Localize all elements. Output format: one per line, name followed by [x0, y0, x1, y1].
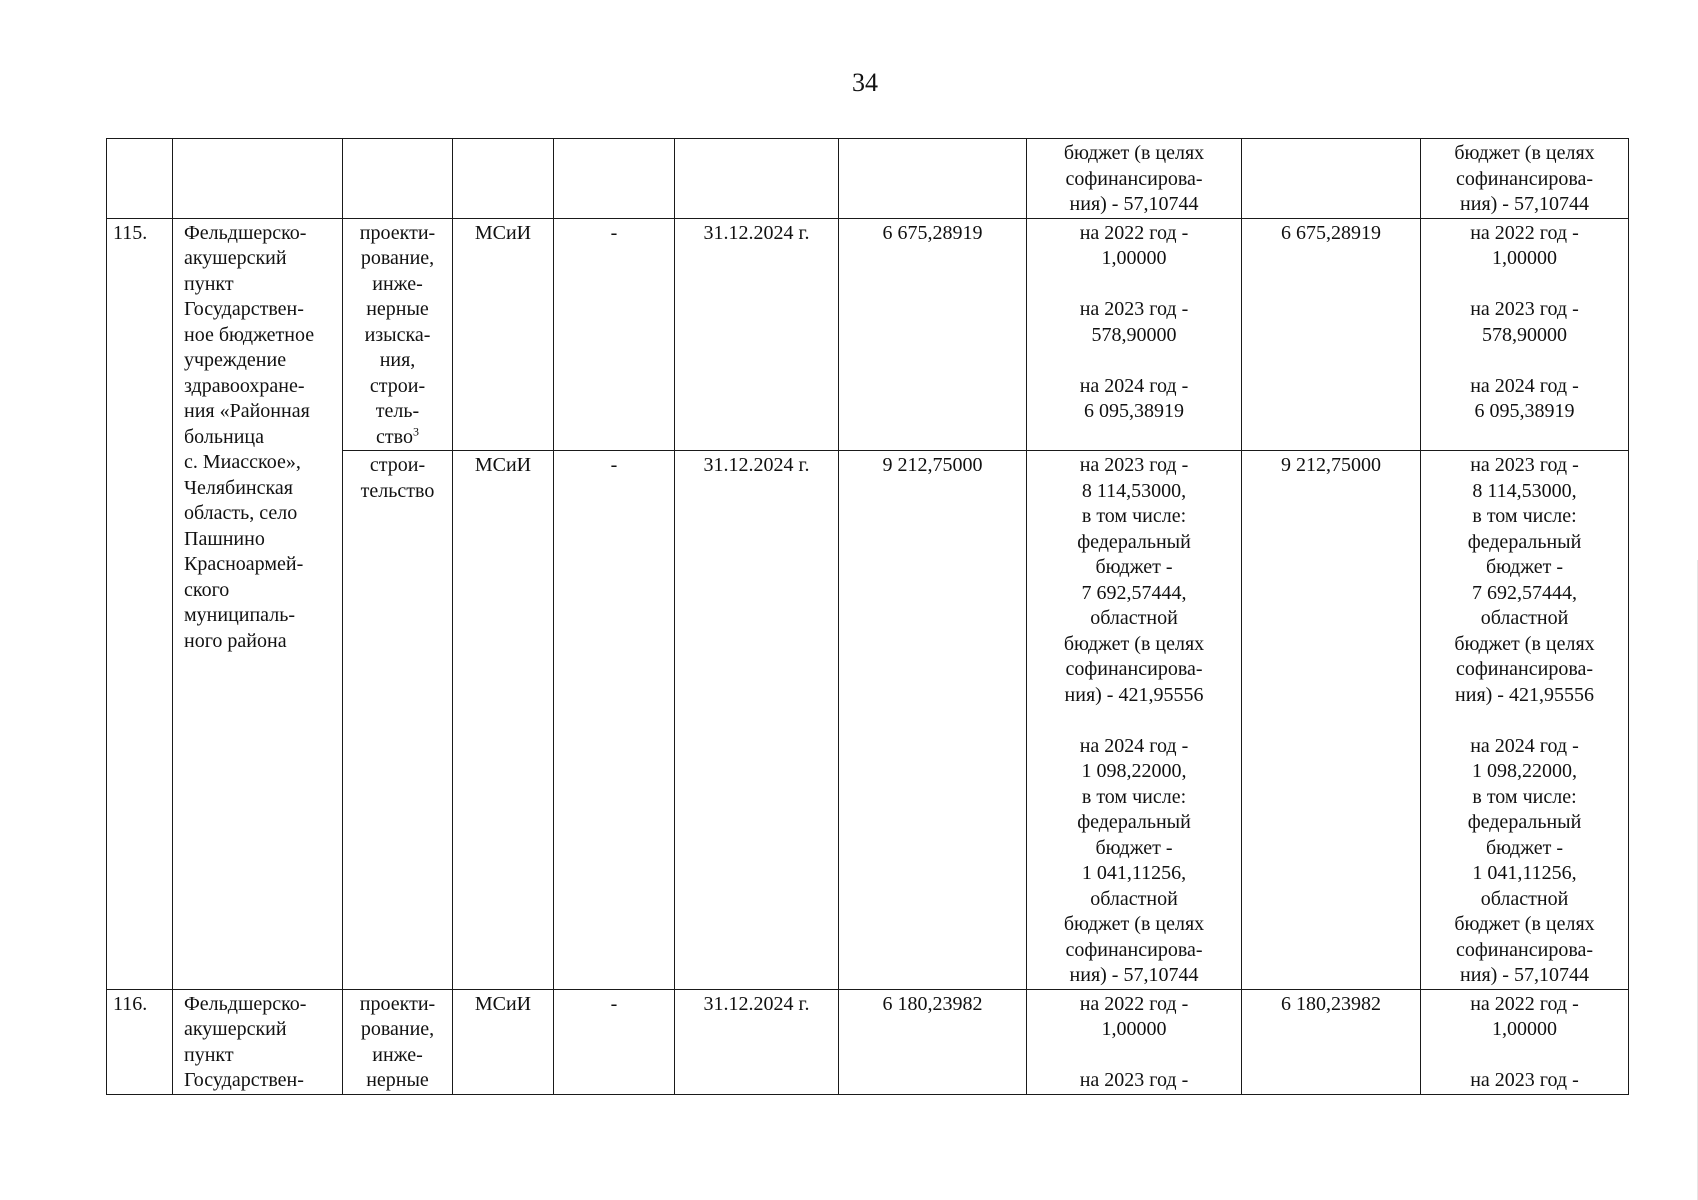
cell-funding-2: на 2022 год - 1,00000 на 2023 год - [1421, 989, 1629, 1094]
cell-funding-2: на 2022 год - 1,00000 на 2023 год - 578,90000 на 2024 год - 6 095,38919 [1421, 218, 1629, 451]
cell-dash: - [554, 218, 675, 451]
cell-work-type: строи- тельство [343, 451, 453, 990]
cell-cost: 6 180,23982 [839, 989, 1027, 1094]
work-type-text: проекти- рование, инже- нерные изыска- ния, строи- тель- ство [359, 221, 436, 448]
cell-dash [554, 139, 675, 219]
cell-customer: МСиИ [453, 218, 554, 451]
cell-work-type: проекти- рование, инже- нерные [343, 989, 453, 1094]
cell-customer: МСиИ [453, 451, 554, 990]
page-number: 34 [852, 68, 878, 97]
cell-funding-2: бюджет (в целях софинансирова- ния) - 57,10744 [1421, 139, 1629, 219]
cell-dash: - [554, 451, 675, 990]
cell-work-type [343, 218, 453, 451]
cell-funding-2: на 2023 год - 8 114,53000, в том числе: федеральный бюджет - 7 692,57444, областной бюджет (в целях софинансирова- ния) - 421,95556 на 2024 год - 1 098,22000, в том числе: федеральный бюджет - 1 041,11256, областной бюджет (в целях софинансирова- ния) - 57,10744 [1421, 451, 1629, 990]
cell-cost-2 [1242, 139, 1421, 219]
cell-cost-2: 6 675,28919 [1242, 218, 1421, 451]
footnote-mark: 3 [412, 423, 419, 438]
cell-funding: на 2022 год - 1,00000 на 2023 год - [1027, 989, 1242, 1094]
cell-deadline [675, 139, 839, 219]
investment-objects-table [106, 138, 1629, 1095]
cell-object-name: Фельдшерско- акушерский пункт Государствен- [173, 989, 343, 1094]
cell-cost-2: 9 212,75000 [1242, 451, 1421, 990]
cell-work-type [343, 139, 453, 219]
cell-dash: - [554, 989, 675, 1094]
cell-index [107, 139, 173, 219]
cell-deadline: 31.12.2024 г. [675, 989, 839, 1094]
cell-cost-2: 6 180,23982 [1242, 989, 1421, 1094]
cell-customer: МСиИ [453, 989, 554, 1094]
cell-cost: 9 212,75000 [839, 451, 1027, 990]
cell-funding: бюджет (в целях софинансирова- ния) - 57,10744 [1027, 139, 1242, 219]
cell-index: 115. [107, 218, 173, 989]
cell-funding: на 2022 год - 1,00000 на 2023 год - 578,90000 на 2024 год - 6 095,38919 [1027, 218, 1242, 451]
cell-cost [839, 139, 1027, 219]
cell-cost: 6 675,28919 [839, 218, 1027, 451]
cell-funding: на 2023 год - 8 114,53000, в том числе: федеральный бюджет - 7 692,57444, областной бюджет (в целях софинансирова- ния) - 421,95556 на 2024 год - 1 098,22000, в том числе: федеральный бюджет - 1 041,11256, областной бюджет (в целях софинансирова- ния) - 57,10744 [1027, 451, 1242, 990]
cell-customer [453, 139, 554, 219]
cell-index: 116. [107, 989, 173, 1094]
cell-deadline: 31.12.2024 г. [675, 451, 839, 990]
table-row-continued [107, 139, 1629, 219]
table-row-115-design [107, 218, 1629, 451]
cell-object-name: Фельдшерско- акушерский пункт Государствен- ное бюджетное учреждение здравоохране- ния «Районная больница с. Миасское», Челябинская область, село Пашнино Красноармей- ского муниципаль- ного района [173, 218, 343, 989]
table-row-116 [107, 989, 1629, 1094]
cell-deadline: 31.12.2024 г. [675, 218, 839, 451]
cell-object-name [173, 139, 343, 219]
